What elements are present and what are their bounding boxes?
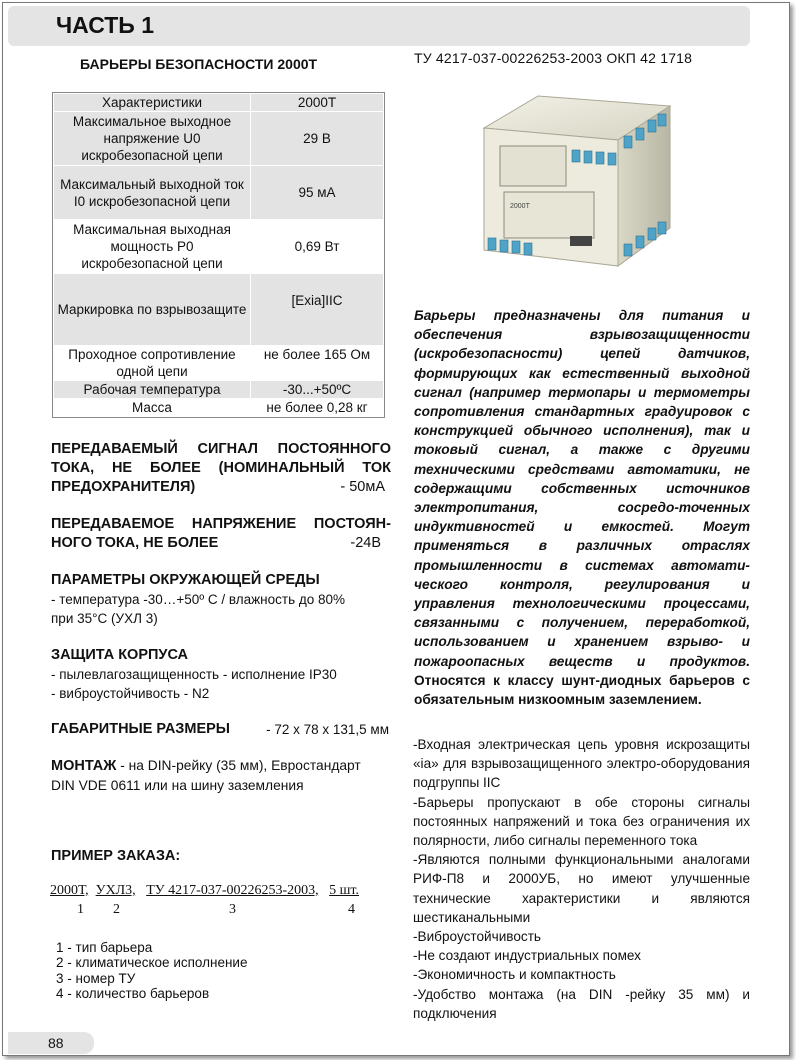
spec-label: Проходное сопротивление одной цепи bbox=[54, 346, 251, 381]
list-item: -Входная электрическая цепь уровня искрозащиты «ia» для взрывозащищенного электро-оборудования подгруппы IIC bbox=[413, 737, 750, 791]
list-item: -Виброустойчивость bbox=[413, 929, 542, 945]
description-bold: Относятся к классу шунт-диодных барьеров с обязательным низкоомным заземлением. bbox=[414, 672, 750, 708]
table-row bbox=[54, 112, 384, 166]
list-item: -Барьеры пропускают в обе стороны сигналы постоянных напряжений и тока без ограничения их полярности, либо сигналы переменного тока bbox=[413, 794, 750, 849]
spec-label: Рабочая температура bbox=[54, 381, 251, 399]
spec-value: -30...+50ºC bbox=[251, 381, 384, 399]
order-example bbox=[50, 883, 359, 899]
product-subtitle: БАРЬЕРЫ БЕЗОПАСНОСТИ 2000Т bbox=[80, 56, 318, 72]
spec-value: 95 мА bbox=[251, 166, 384, 220]
order-number: 4 bbox=[348, 902, 355, 917]
legend-item: 4 - количество барьеров bbox=[56, 986, 210, 1002]
environment-line: - температура -30…+50º С / влажность до 80% bbox=[51, 592, 346, 607]
section-header bbox=[8, 6, 750, 46]
dimensions-value: - 72 х 78 х 131,5 мм bbox=[266, 722, 389, 737]
environment-heading: ПАРАМЕТРЫ ОКРУЖАЮЩЕЙ СРЕДЫ bbox=[51, 572, 320, 588]
spec-label: Максимальное выходное напряжение U0 искробезопасной цепи bbox=[54, 112, 251, 166]
page-number: 88 bbox=[48, 1035, 64, 1051]
features-list bbox=[413, 735, 750, 1023]
mounting-heading: МОНТАЖ bbox=[51, 758, 117, 774]
spec-label: Характеристики bbox=[54, 94, 251, 112]
spec-label: Масса bbox=[54, 399, 251, 417]
spec-label: Максимальный выходной ток I0 искробезопасной цепи bbox=[54, 166, 251, 220]
order-title: ПРИМЕР ЗАКАЗА: bbox=[51, 848, 181, 864]
tu-code: ТУ 4217-037-00226253-2003 ОКП 42 1718 bbox=[414, 50, 693, 66]
table-row bbox=[54, 94, 384, 112]
product-label: 2000Т bbox=[510, 203, 530, 210]
product-image bbox=[478, 88, 678, 278]
description bbox=[414, 306, 750, 709]
table-row bbox=[54, 274, 384, 346]
order-number: 3 bbox=[229, 902, 236, 917]
description-italic: Барьеры предназначены для питания и обеспечения взрывозащищенности (искробезопасности) цепей датчиков, формирующих как естественный выходной сигнал (например термопары и термометры сопротивления стандартных градуировок с конструкцией обычного исполнения), так и токовый сигнал, а также с другими техническими средствами автоматики, не содержащими собственных источников электропитания, сосредо-точенных индуктивностей и емкостей. Могут применяться в различных отраслях промышленности в системах автомати-ческого контроля, регулирования и управления технологическими процессами, связанными с получением, переработкой, использованием и хранением взрыво- и пожароопасных веществ и продуктов. bbox=[414, 308, 750, 669]
legend-item: 2 - климатическое исполнение bbox=[56, 955, 248, 971]
order-part: ТУ 4217-037-00226253-2003, bbox=[146, 883, 319, 898]
voltage-value: -24В bbox=[350, 535, 381, 551]
protection-heading: ЗАЩИТА КОРПУСА bbox=[51, 647, 189, 663]
spec-value: 29 В bbox=[251, 112, 384, 166]
spec-value: [Exia]IIC bbox=[251, 274, 384, 346]
table-row bbox=[54, 381, 384, 399]
legend-item: 1 - тип барьера bbox=[56, 940, 153, 955]
signal-value: - 50мА bbox=[340, 479, 385, 495]
protection-section bbox=[51, 646, 391, 703]
protection-line: - виброустойчивость - N2 bbox=[51, 686, 210, 701]
spec-value: 0,69 Вт bbox=[251, 220, 384, 274]
mounting-text: DIN VDE 0611 или на шину заземления bbox=[51, 778, 304, 793]
spec-value: 2000Т bbox=[251, 94, 384, 112]
voltage-heading: ПЕРЕДАВАЕМОЕ НАПРЯЖЕНИЕ ПОСТОЯН-НОГО ТОКА, НЕ БОЛЕЕ bbox=[51, 516, 391, 551]
dimensions-section bbox=[51, 720, 391, 739]
order-number: 1 bbox=[77, 902, 84, 917]
protection-line: - пылевлагозащищенность - исполнение IP30 bbox=[51, 667, 337, 682]
legend-item: 3 - номер ТУ bbox=[56, 970, 136, 986]
order-part: 2000Т, bbox=[50, 883, 89, 898]
mounting-section bbox=[51, 756, 391, 795]
voltage-section bbox=[51, 515, 391, 553]
list-item: -Удобство монтажа (на DIN -рейку 35 мм) и подключения bbox=[413, 986, 750, 1021]
mounting-text: - на DIN-рейку (35 мм), Евростандарт bbox=[116, 758, 361, 773]
order-number: 2 bbox=[113, 902, 120, 917]
environment-section bbox=[51, 571, 391, 628]
spec-table bbox=[53, 93, 384, 417]
page-title: ЧАСТЬ 1 bbox=[56, 12, 154, 38]
list-item: -Являются полными функциональными аналогами РИФ-П8 и 2000УБ, но имеют улучшенные технические характеристики и являются шестиканальными bbox=[413, 852, 750, 925]
table-row bbox=[54, 220, 384, 274]
list-item: -Экономичность и компактность bbox=[413, 967, 616, 983]
spec-label: Маркировка по взрывозащите bbox=[54, 274, 251, 346]
spec-value: не более 0,28 кг bbox=[251, 399, 384, 417]
table-row bbox=[54, 399, 384, 417]
signal-heading: ПЕРЕДАВАЕМЫЙ СИГНАЛ ПОСТОЯННОГО ТОКА, НЕ БОЛЕЕ (НОМИНАЛЬНЫЙ ТОК ПРЕДОХРАНИТЕЛЯ) bbox=[51, 441, 391, 495]
page-footer bbox=[8, 1032, 94, 1054]
signal-section bbox=[51, 440, 391, 497]
spec-label: Максимальная выходная мощность P0 искробезопасной цепи bbox=[54, 220, 251, 274]
order-part: 5 шт. bbox=[329, 883, 359, 898]
dimensions-heading: ГАБАРИТНЫЕ РАЗМЕРЫ bbox=[51, 721, 231, 737]
list-item: -Не создают индустриальных помех bbox=[413, 948, 641, 964]
order-legend bbox=[56, 940, 247, 1002]
environment-line: при 35°С (УХЛ 3) bbox=[51, 611, 158, 626]
table-row bbox=[54, 346, 384, 381]
spec-value: не более 165 Ом bbox=[251, 346, 384, 381]
order-part: УХЛ3, bbox=[95, 883, 136, 898]
table-row bbox=[54, 166, 384, 220]
